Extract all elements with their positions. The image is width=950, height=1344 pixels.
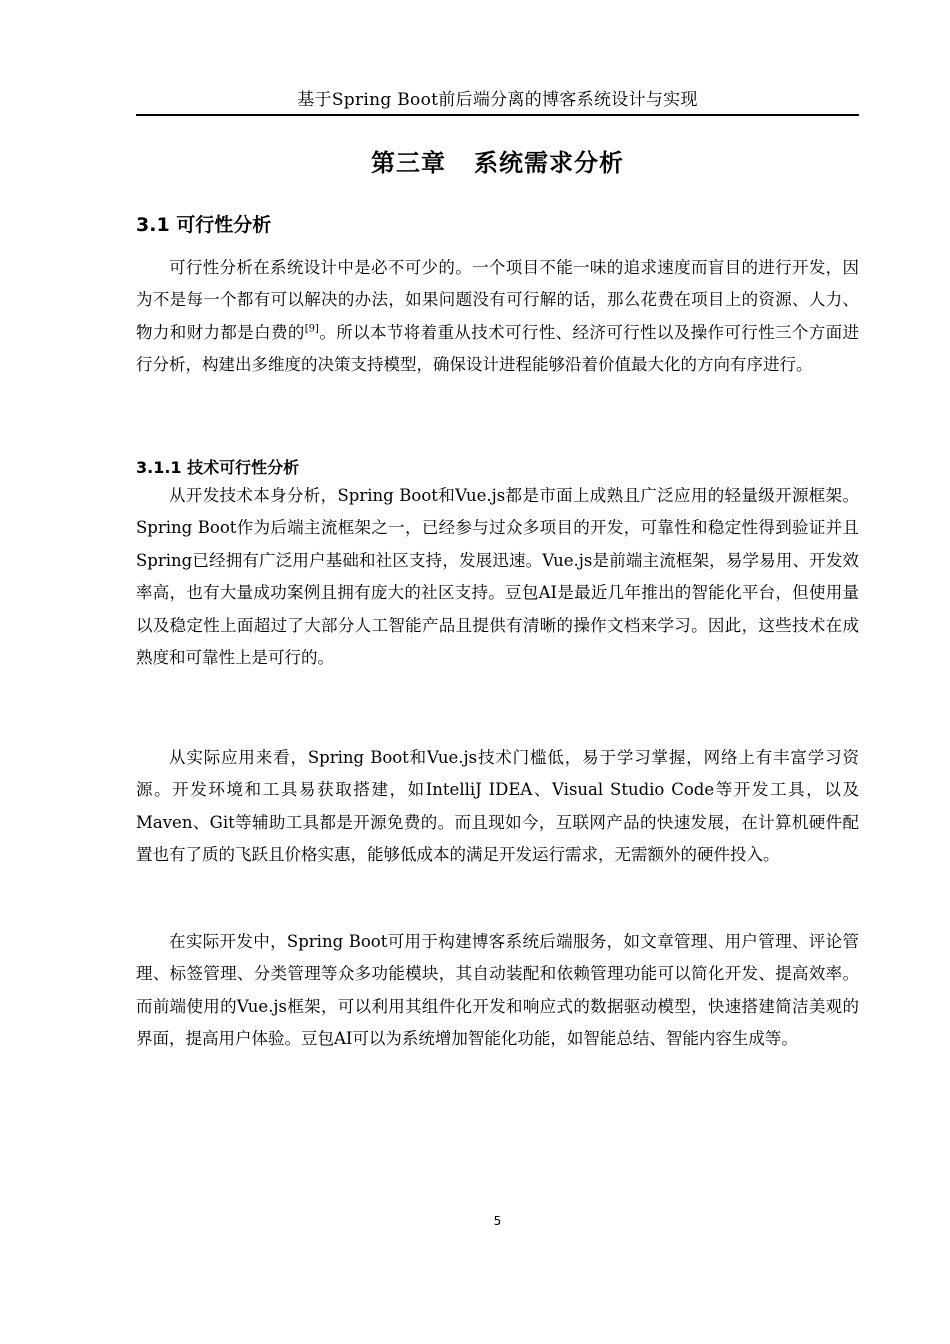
running-header: 基于Spring Boot前后端分离的博客系统设计与实现: [297, 90, 698, 110]
paragraph-feasibility-intro: [136, 252, 859, 382]
subsection-heading-3-1-1: 3.1.1 技术可行性分析: [136, 458, 300, 477]
paragraph-text: 可行性分析在系统设计中是必不可少的。一个项目不能一味的追求速度而盲目的进行开发，因为不是每一个都有可以解决的办法，如果问题没有可行解的话，那么花费在项目上的资源、人力、物力和财力都是白费的: [136, 258, 859, 342]
paragraph-text: 。所以本节将着重从技术可行性、经济可行性以及操作可行性三个方面进行分析，构建出多维度的决策支持模型，确保设计进程能够沿着价值最大化的方向有序进行。: [136, 322, 860, 375]
paragraph-technology-maturity: 从开发技术本身分析，Spring Boot和Vue.js都是市面上成熟且广泛应用的轻量级开源框架。Spring Boot作为后端主流框架之一，已经参与过众多项目的开发，可靠性和稳定性得到验证并且Spring已经拥有广泛用户基础和社区支持，发展迅速。Vue.js是前端主流框架，易学易用、开发效率高，也有大量成功案例且拥有庞大的社区支持。豆包AI是最近几年推出的智能化平台，但使用量以及稳定性上面超过了大部分人工智能产品且提供有清晰的操作文档来学习。因此，这些技术在成熟度和可靠性上是可行的。: [136, 486, 859, 668]
chapter-title: 第三章 系统需求分析: [370, 149, 625, 177]
header-rule: [136, 114, 859, 116]
page-number: 5: [493, 1214, 502, 1228]
section-heading-3-1: 3.1 可行性分析: [136, 214, 272, 236]
citation-reference: [9]: [304, 323, 319, 335]
paragraph-practical-application: 从实际应用来看，Spring Boot和Vue.js技术门槛低，易于学习掌握，网络上有丰富学习资源。开发环境和工具易获取搭建，如IntelliJ IDEA、Visual Studio Code等开发工具，以及Maven、Git等辅助工具都是开源免费的。而且现如今，互联网产品的快速发展，在计算机硬件配置也有了质的飞跃且价格实惠，能够低成本的满足开发运行需求，无需额外的硬件投入。: [136, 748, 859, 865]
paragraph-actual-development: 在实际开发中，Spring Boot可用于构建博客系统后端服务，如文章管理、用户管理、评论管理、标签管理、分类管理等众多功能模块，其自动装配和依赖管理功能可以简化开发、提高效率。而前端使用的Vue.js框架，可以利用其组件化开发和响应式的数据驱动模型，快速搭建简洁美观的界面，提高用户体验。豆包AI可以为系统增加智能化功能，如智能总结、智能内容生成等。: [136, 932, 859, 1049]
